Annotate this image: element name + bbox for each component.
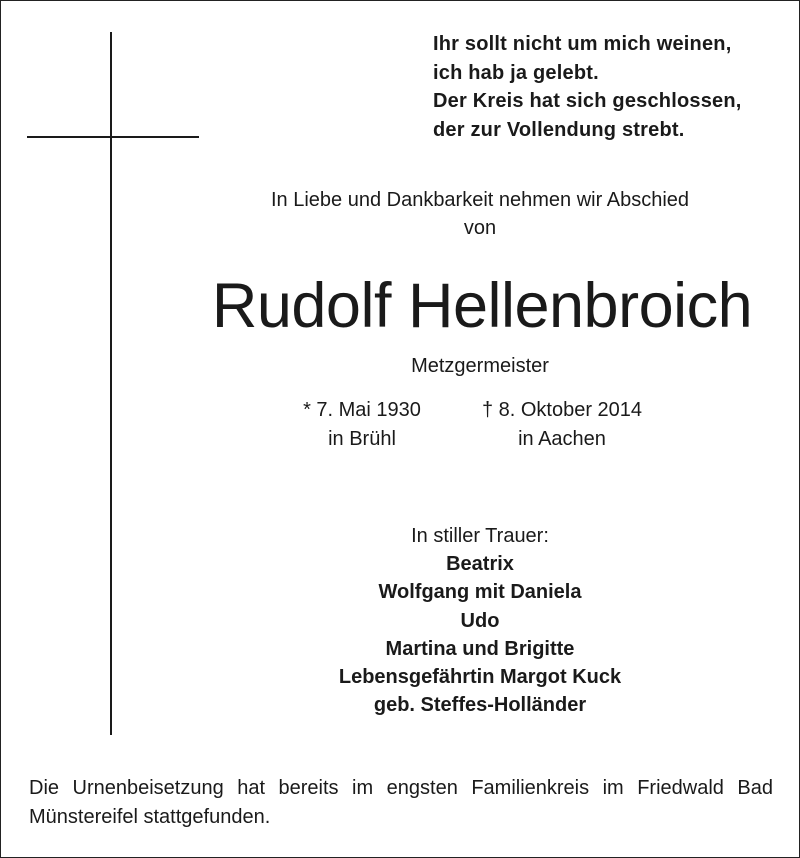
cross-horizontal-bar xyxy=(27,136,199,138)
birth-info xyxy=(282,396,442,453)
poem-line: der zur Vollendung strebt. xyxy=(433,118,685,141)
intro-line: In Liebe und Dankbarkeit nehmen wir Abschied xyxy=(270,189,690,211)
birth-date: * 7. Mai 1930 xyxy=(303,399,421,421)
mourner-name: Wolfgang mit Daniela xyxy=(378,581,582,604)
mourner-name: Martina und Brigitte xyxy=(385,637,575,660)
mourners-heading: In stiller Trauer: xyxy=(411,525,549,547)
poem-line: Der Kreis hat sich geschlossen, xyxy=(433,90,742,112)
mourners-list xyxy=(200,522,760,719)
poem xyxy=(433,30,742,144)
death-date: † 8. Oktober 2014 xyxy=(481,399,643,421)
deceased-profession: Metzgermeister xyxy=(411,355,549,377)
mourner-name: geb. Steffes-Holländer xyxy=(373,694,587,717)
mourner-name: Udo xyxy=(460,609,500,632)
mourner-name: Lebensgefährtin Margot Kuck xyxy=(338,666,622,689)
mourner-name: Beatrix xyxy=(446,553,514,576)
burial-notice: Die Urnenbeisetzung hat bereits im engsten Familienkreis im Friedwald Bad Münstereifel stattgefunden. xyxy=(29,777,773,828)
intro-line: von xyxy=(463,217,497,239)
intro-text xyxy=(200,186,760,242)
death-place: in Aachen xyxy=(518,427,606,450)
death-info xyxy=(452,396,672,453)
poem-line: ich hab ja gelebt. xyxy=(433,61,599,84)
birth-place: in Brühl xyxy=(328,427,396,450)
poem-line: Ihr sollt nicht um mich weinen, xyxy=(433,33,732,55)
deceased-name: Rudolf Hellenbroich xyxy=(211,271,753,341)
